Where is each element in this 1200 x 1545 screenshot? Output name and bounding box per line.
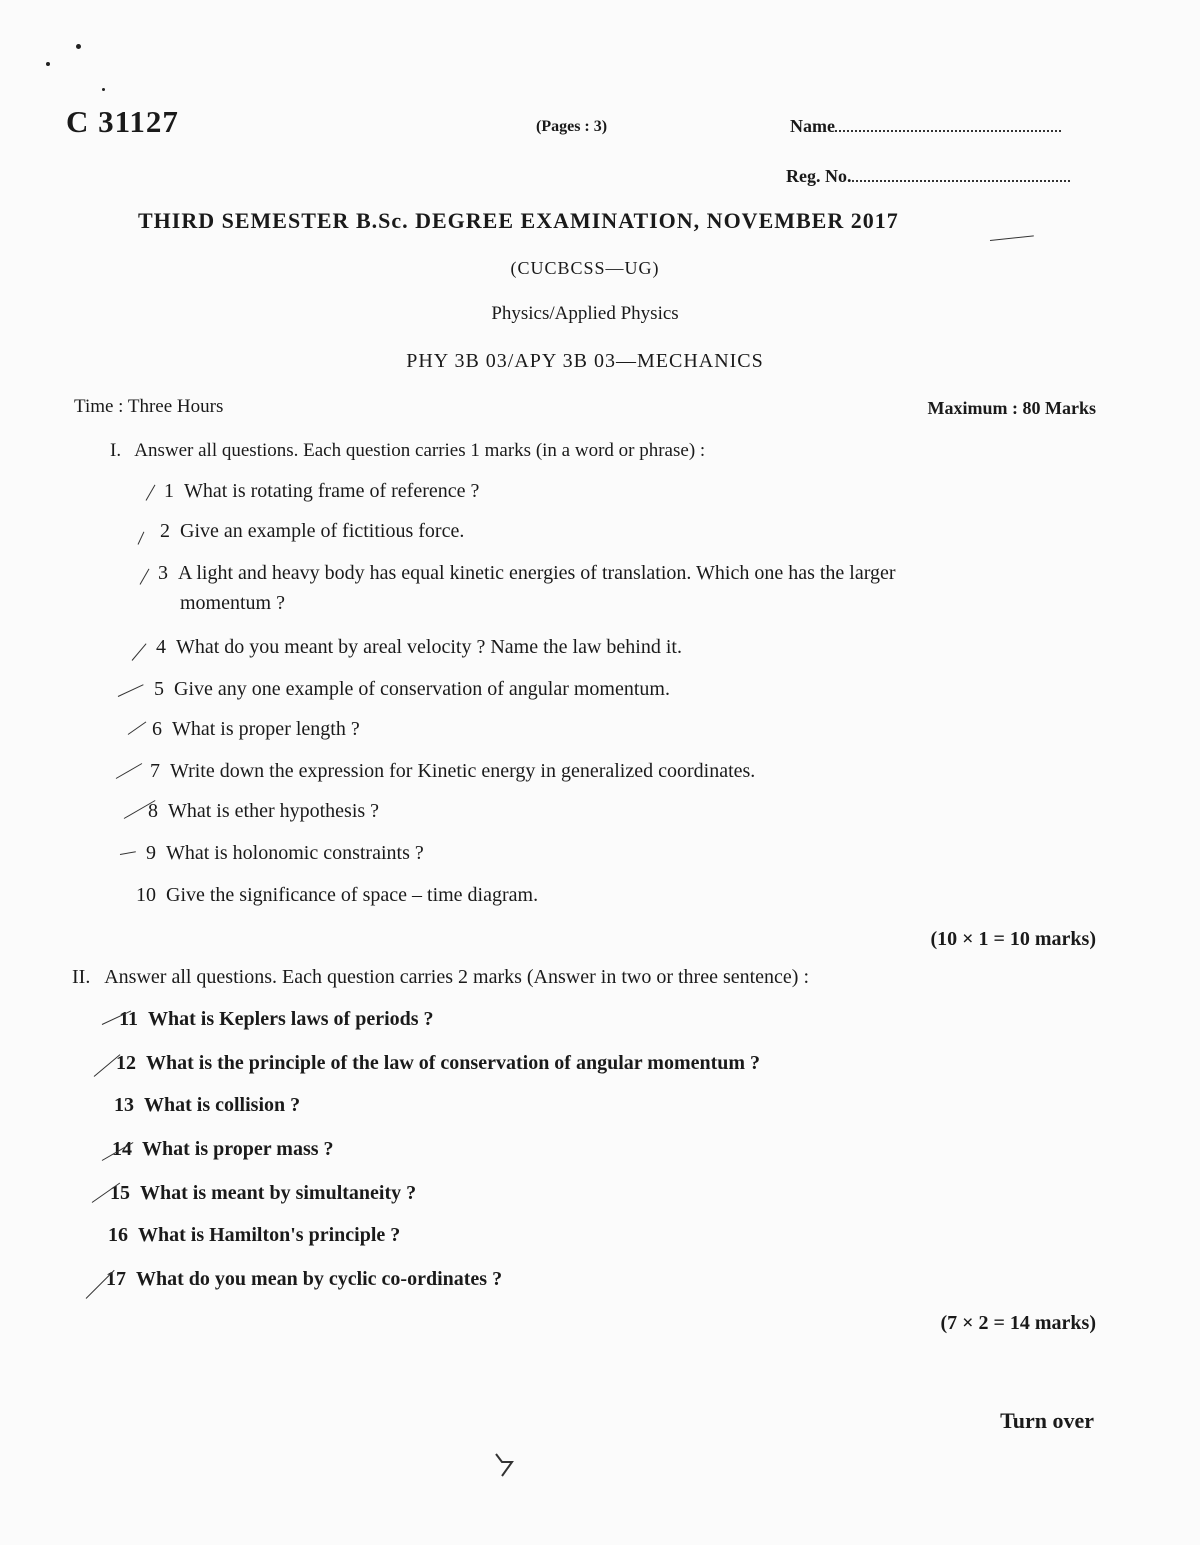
turn-over: Turn over	[1000, 1408, 1094, 1433]
section-1-instruction: Answer all questions. Each question carries 1 marks (in a word or phrase) :	[134, 440, 706, 461]
question-11: 11 What is Keplers laws of periods ?	[119, 1008, 434, 1030]
reg-no-field	[786, 166, 1070, 187]
scan-speck	[76, 44, 81, 49]
page-count: (Pages : 3)	[536, 118, 608, 135]
question-3: 3 A light and heavy body has equal kinetic energies of translation. Which one has the larger	[158, 562, 896, 584]
question-14: 14 What is proper mass ?	[112, 1138, 334, 1160]
reg-no-blank	[852, 180, 1070, 182]
question-10: 10 Give the significance of space – time diagram.	[136, 884, 539, 906]
question-6: 6 What is proper length ?	[152, 718, 360, 740]
scan-speck	[102, 88, 105, 91]
exam-scheme: (CUCBCSS—UG)	[510, 258, 660, 278]
name-blank	[835, 130, 1061, 132]
question-17: 17 What do you mean by cyclic co-ordinates ?	[106, 1268, 503, 1290]
name-label: Name	[790, 116, 835, 136]
pen-tick	[138, 532, 145, 545]
section-2-number: II.	[72, 966, 91, 988]
question-1: 1 What is rotating frame of reference ?	[164, 480, 480, 502]
section-1-heading	[110, 440, 705, 462]
section-1-marks: (10 × 1 = 10 marks)	[930, 928, 1096, 950]
paper-code: C 31127	[66, 104, 179, 139]
exam-subject: Physics/Applied Physics	[491, 303, 679, 324]
question-5: 5 Give any one example of conservation of angular momentum.	[154, 678, 670, 700]
time-allowed: Time : Three Hours	[74, 396, 224, 417]
name-field	[790, 116, 1061, 137]
question-3-continued: momentum ?	[180, 592, 285, 614]
section-2-heading	[72, 966, 809, 989]
pen-underline	[990, 235, 1034, 241]
handwritten-mark	[490, 1450, 520, 1480]
section-2-marks: (7 × 2 = 14 marks)	[940, 1312, 1096, 1334]
question-13: 13 What is collision ?	[114, 1094, 301, 1116]
reg-no-label: Reg. No.	[786, 166, 852, 186]
question-4: 4 What do you meant by areal velocity ? Name the law behind it.	[156, 636, 682, 658]
course-title: PHY 3B 03/APY 3B 03—MECHANICS	[406, 350, 764, 372]
exam-title: THIRD SEMESTER B.Sc. DEGREE EXAMINATION, NOVEMBER 2017	[138, 208, 899, 233]
maximum-marks: Maximum : 80 Marks	[927, 398, 1096, 418]
question-2: 2 Give an example of fictitious force.	[160, 520, 465, 542]
section-2-instruction: Answer all questions. Each question carries 2 marks (Answer in two or three sentence) :	[104, 966, 810, 988]
question-16: 16 What is Hamilton's principle ?	[108, 1224, 401, 1246]
question-15: 15 What is meant by simultaneity ?	[110, 1182, 417, 1204]
question-12: 12 What is the principle of the law of conservation of angular momentum ?	[116, 1052, 761, 1074]
question-8: 8 What is ether hypothesis ?	[148, 800, 380, 822]
section-1-number: I.	[110, 440, 122, 461]
question-9: 9 What is holonomic constraints ?	[146, 842, 424, 864]
question-7: 7 Write down the expression for Kinetic energy in generalized coordinates.	[150, 760, 756, 782]
scan-speck	[46, 62, 50, 66]
